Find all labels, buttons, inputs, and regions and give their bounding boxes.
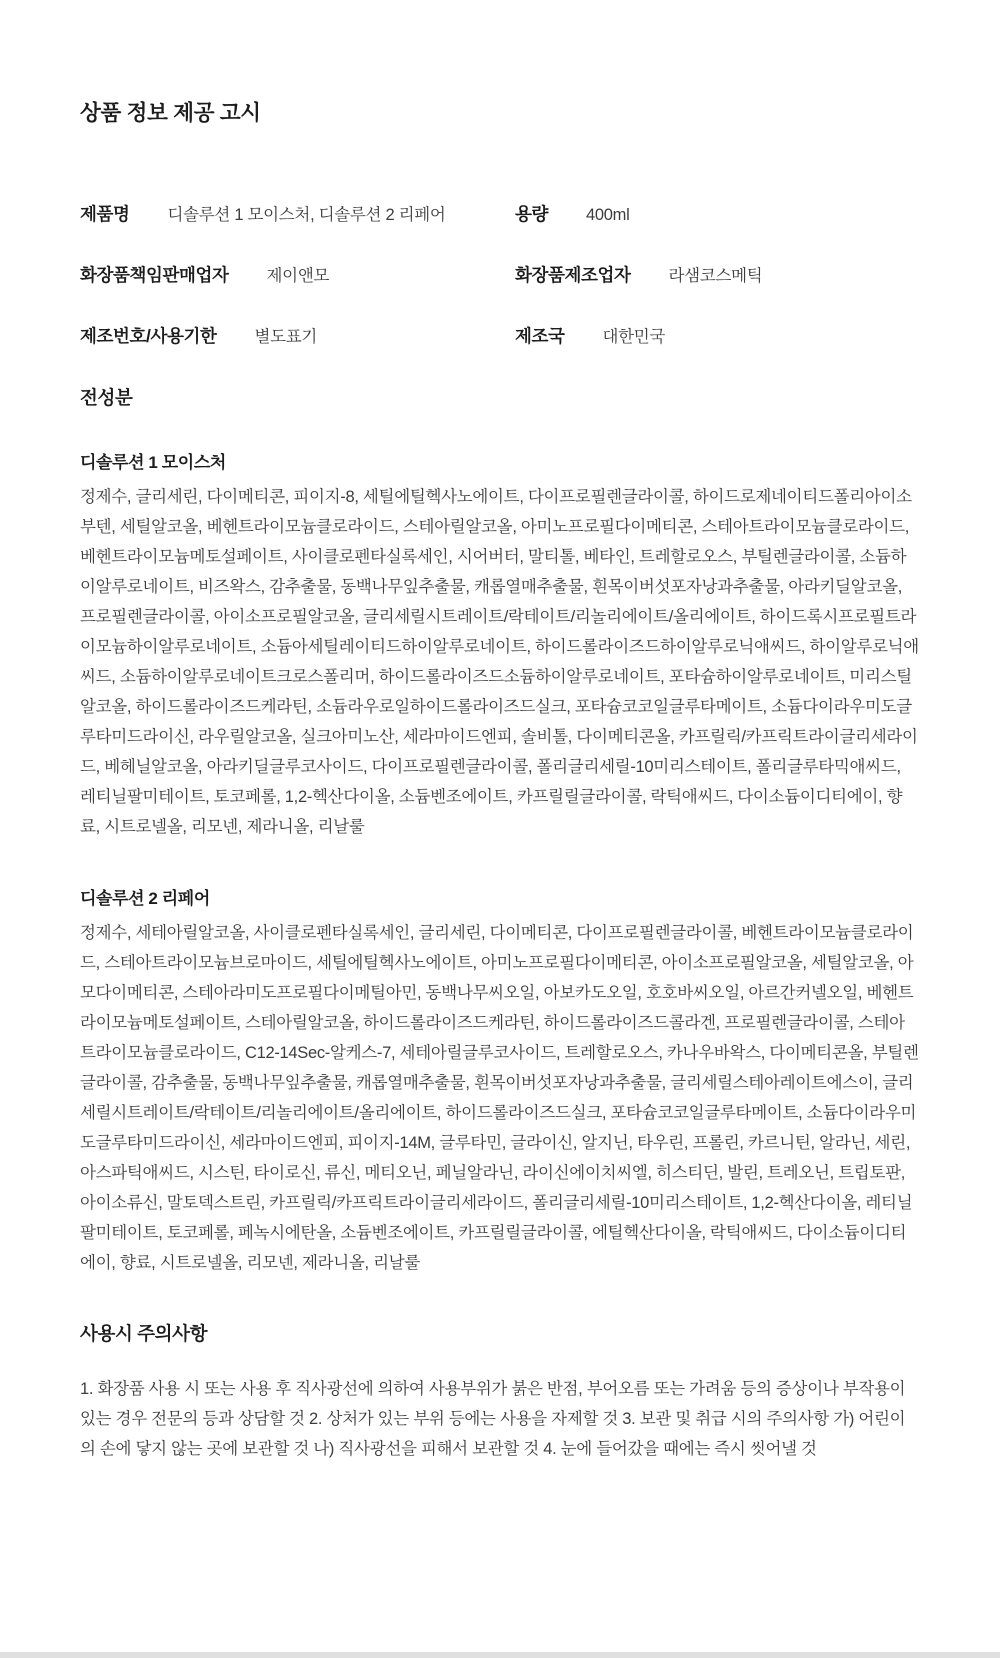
- field-label: 제조국: [515, 326, 565, 346]
- field-label: 제조번호/사용기한: [80, 326, 217, 346]
- ingredients-section-heading: 전성분: [80, 387, 133, 408]
- table-cell-manufacturer: [515, 262, 920, 287]
- ingredients-product-1: [80, 448, 920, 842]
- field-label: 제품명: [80, 204, 130, 224]
- product-2-name: 디솔루션 2 리페어: [80, 889, 210, 908]
- field-label: 화장품제조업자: [515, 265, 631, 285]
- table-cell-volume: [515, 201, 920, 226]
- table-cell-distributor: [80, 262, 515, 287]
- page-title: 상품 정보 제공 고시: [80, 101, 261, 125]
- table-row: [80, 323, 920, 348]
- caution-text: 1. 화장품 사용 시 또는 사용 후 직사광선에 의하여 사용부위가 붉은 반점, 부어오름 또는 가려움 등의 증상이나 부작용이 있는 경우 전문의 등과 상담할 것 2. 상처가 있는 부위 등에는 사용을 자제할 것 3. 보관 및 취급 시의 주의사항 가) 어린이의 손에 닿지 않는 곳에 보관할 것 나) 직사광선을 피해서 보관할 것 4. 눈에 들어갔을 때에는 즉시 씻어낼 것: [80, 1380, 906, 1458]
- table-cell-product-name: [80, 201, 515, 226]
- field-value: 디솔루션 1 모이스처, 디솔루션 2 리페어: [167, 206, 446, 224]
- field-value: 대한민국: [602, 328, 666, 346]
- table-cell-lot-expiry: [80, 323, 515, 348]
- table-row: [80, 262, 920, 287]
- product-1-name: 디솔루션 1 모이스처: [80, 453, 226, 472]
- product-2-ingredient-list: 정제수, 세테아릴알코올, 사이클로펜타실록세인, 글리세린, 다이메티콘, 다이프로필렌글라이콜, 베헨트라이모늄클로라이드, 스테아트라이모늄브로마이드, 세틸에틸헥사노에이트, 아미노프로필다이메티콘, 아이소프로필알코올, 세틸알코올, 아모다이메티콘, 스테아라미도프로필다이메틸아민, 동백나무씨오일, 아보카도오일, 호호바씨오일, 아르간커넬오일, 베헨트라이모늄메토설페이트, 스테아릴알코올, 하이드롤라이즈드케라틴, 하이드롤라이즈드콜라겐, 프로필렌글라이콜, 스테아트라이모늄클로라이드, C12-14Sec-알케스-7, 세테아릴글루코사이드, 트레할로오스, 카나우바왁스, 다이메티콘올, 부틸렌글라이콜, 감추출물, 동백나무잎추출물, 캐롭열매추출물, 흰목이버섯포자낭과추출물, 글리세릴스테아레이트에스이, 글리세릴시트레이트/락테이트/리놀리에이트/올리에이트, 하이드롤라이즈드실크, 포타슘코코일글루타메이트, 소듐다이라우미도글루타미드라이신, 세라마이드엔피, 피이지-14M, 글루타민, 글라이신, 알지닌, 타우린, 프롤린, 카르니틴, 알라닌, 세린, 아스파틱애씨드, 시스틴, 타이로신, 류신, 메티오닌, 페닐알라닌, 라이신에이치씨엘, 히스티딘, 발린, 트레오닌, 트립토판, 아이소류신, 말토덱스트린, 카프릴릭/카프릭트라이글리세라이드, 폴리글리세릴-10미리스테이트, 1,2-헥산다이올, 레티닐팔미테이트, 토코페롤, 페녹시에탄올, 소듐벤조에이트, 카프릴릴글라이콜, 에틸헥산다이올, 락틱애씨드, 다이소듐이디티에이, 향료, 시트로넬올, 리모넨, 제라니올, 리날룰: [80, 924, 919, 1272]
- field-value: 제이앤모: [266, 267, 330, 285]
- field-label: 용량: [515, 204, 549, 224]
- field-value: 라샘코스메틱: [668, 267, 763, 285]
- caution-section-heading: 사용시 주의사항: [80, 1323, 208, 1344]
- page-bottom-divider: [0, 1652, 1000, 1658]
- field-value: 400ml: [586, 206, 630, 224]
- field-value: 별도표기: [254, 328, 318, 346]
- ingredients-product-2: [80, 884, 920, 1278]
- product-1-ingredient-list: 정제수, 글리세린, 다이메티콘, 피이지-8, 세틸에틸헥사노에이트, 다이프로필렌글라이콜, 하이드로제네이티드폴리아이소부텐, 세틸알코올, 베헨트라이모늄클로라이드, 스테아릴알코올, 아미노프로필다이메티콘, 스테아트라이모늄클로라이드, 베헨트라이모늄메토설페이트, 사이클로펜타실록세인, 시어버터, 말티톨, 베타인, 트레할로오스, 부틸렌글라이콜, 소듐하이알루로네이트, 비즈왁스, 감추출물, 동백나무잎추출물, 캐롭열매추출물, 흰목이버섯포자낭과추출물, 아라키딜알코올, 프로필렌글라이콜, 아이소프로필알코올, 글리세릴시트레이트/락테이트/리놀리에이트/올리에이트, 하이드록시프로필트라이모늄하이알루로네이트, 소듐아세틸레이티드하이알루로네이트, 하이드롤라이즈드하이알루로닉애씨드, 하이알루로닉애씨드, 소듐하이알루로네이트크로스폴리머, 하이드롤라이즈드소듐하이알루로네이트, 포타슘하이알루로네이트, 미리스틸알코올, 하이드롤라이즈드케라틴, 소듐라우로일하이드롤라이즈드실크, 포타슘코코일글루타메이트, 소듐다이라우미도글루타미드라이신, 라우릴알코올, 실크아미노산, 세라마이드엔피, 솔비톨, 다이메티콘올, 카프릴릭/카프릭트라이글리세라이드, 베헤닐알코올, 아라키딜글루코사이드, 다이프로필렌글라이콜, 폴리글리세릴-10미리스테이트, 폴리글루타믹애씨드, 레티닐팔미테이트, 토코페롤, 1,2-헥산다이올, 소듐벤조에이트, 카프릴릴글라이콜, 락틱애씨드, 다이소듐이디티에이, 향료, 시트로넬올, 리모넨, 제라니올, 리날룰: [80, 488, 919, 836]
- table-cell-country: [515, 323, 920, 348]
- product-info-table: [80, 201, 920, 348]
- field-label: 화장품책임판매업자: [80, 265, 229, 285]
- table-row: [80, 201, 920, 226]
